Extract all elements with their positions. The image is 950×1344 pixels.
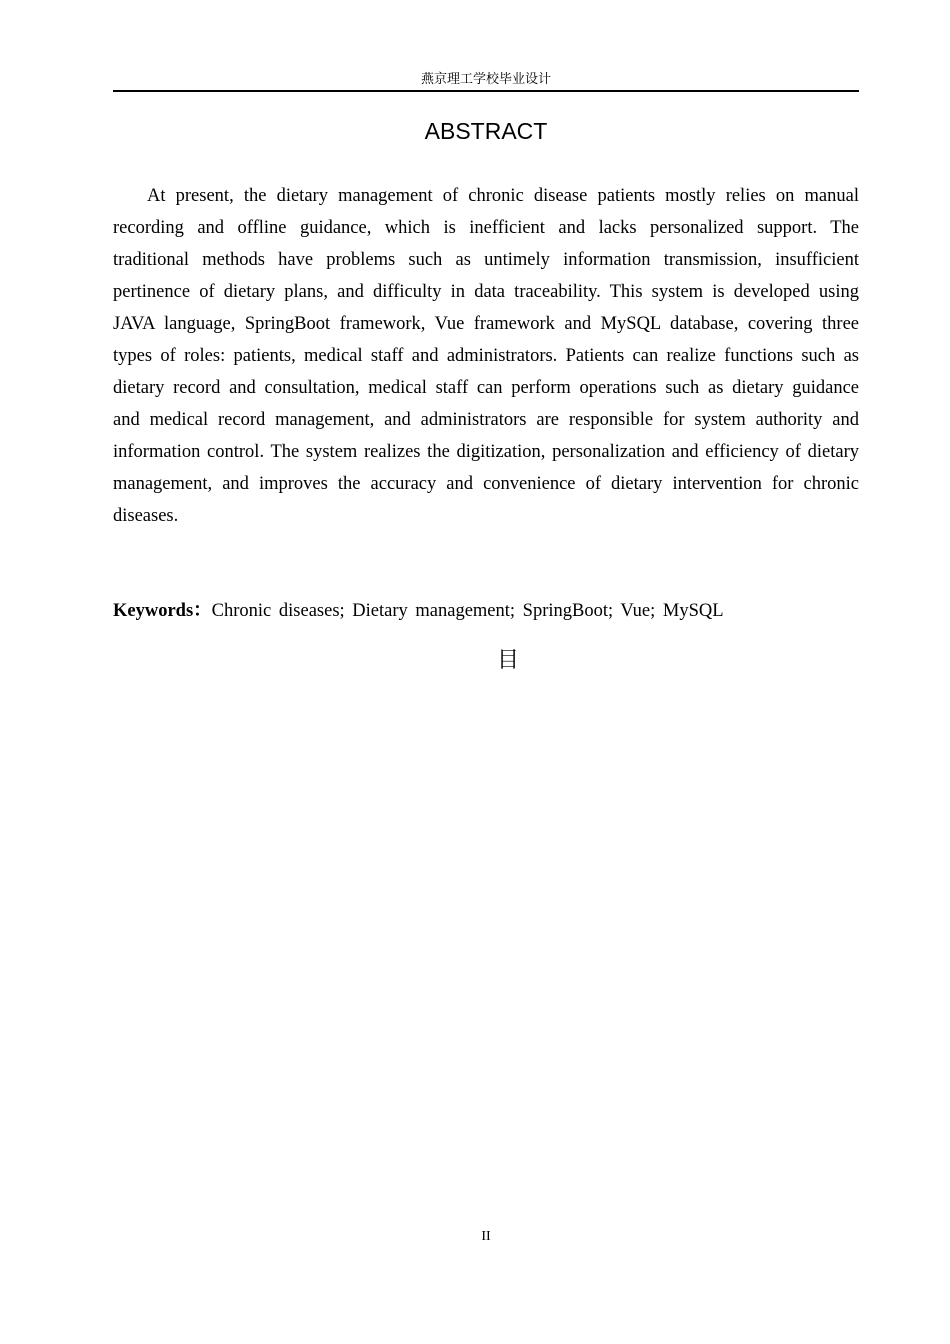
abstract-heading: ABSTRACT [424,118,548,144]
keywords-label: Keywords： [113,601,212,621]
toc-heading-fragment: 目 [497,648,520,673]
header-title: 燕京理工学校毕业设计 [420,72,551,87]
keywords-text: Chronic diseases; Dietary management; SpringBoot; Vue; MySQL [211,601,724,621]
abstract-body: At present, the dietary management of chronic disease patients mostly relies on manual recording and offline guidance, which is inefficient and lacks personalized support. The traditional methods have problems such as untimely information transmission, insufficient pertinence of dietary plans, and difficulty in data traceability. This system is developed using JAVA language, SpringBoot framework, Vue framework and MySQL database, covering three types of roles: patients, medical staff and administrators. Patients can realize functions such as dietary record and consultation, medical staff can perform operations such as dietary guidance and medical record management, and administrators are responsible for system authority and information control. The system realizes the digitization, personalization and efficiency of dietary management, and improves the accuracy and convenience of dietary intervention for chronic diseases. [113,186,859,526]
page-header [113,70,859,92]
page-number: II [481,1229,491,1244]
keywords-line [113,595,859,627]
